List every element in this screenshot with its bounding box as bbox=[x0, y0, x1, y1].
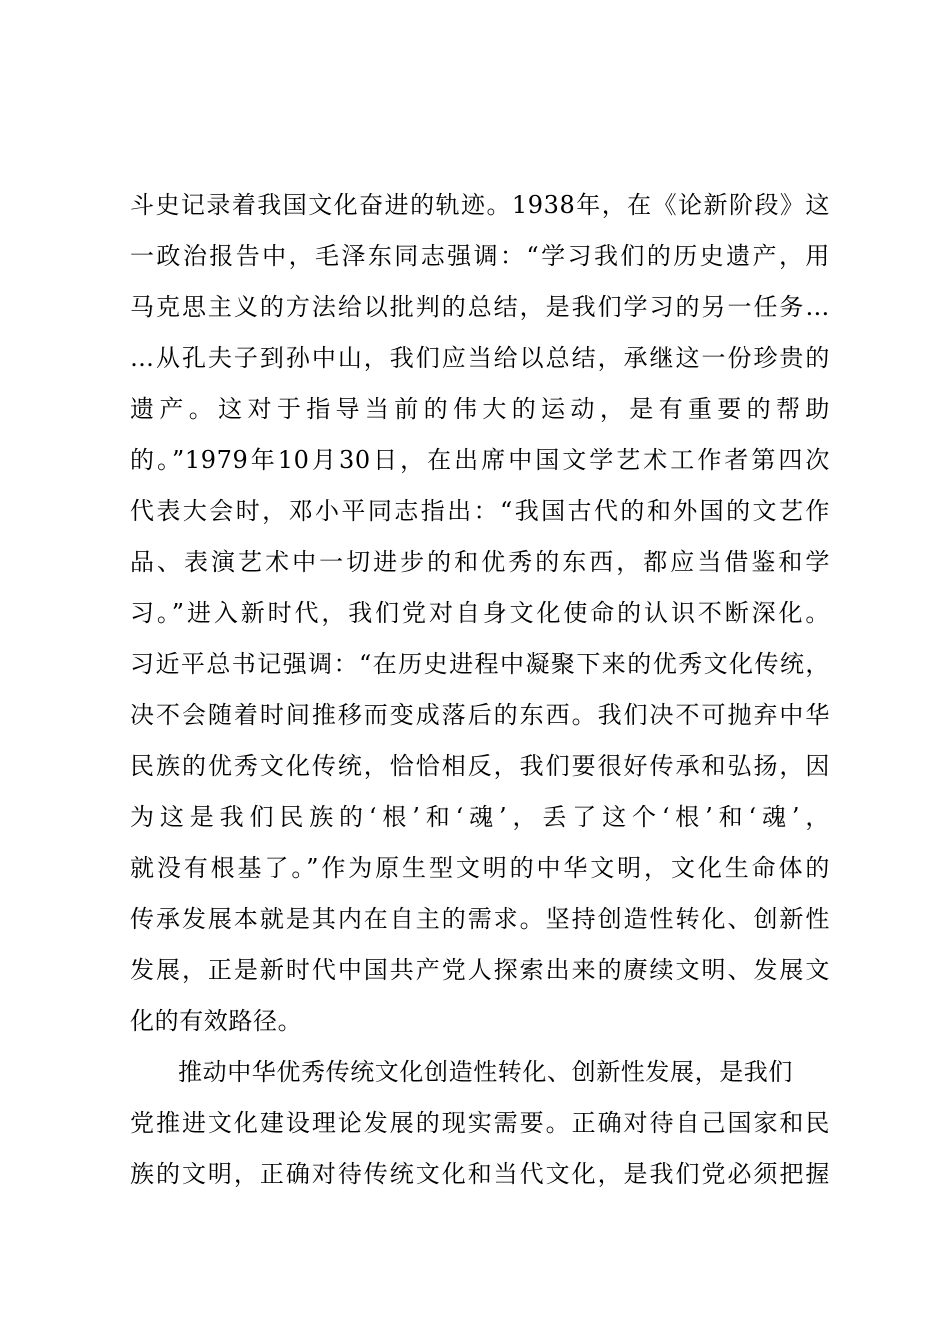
paragraph-2-line-2: 党推进文化建设理论发展的现实需要。正确对待自己国家和民 bbox=[130, 1109, 830, 1137]
paragraph-1-line-9: 习。”进入新时代，我们党对自身文化使命的认识不断深化。 bbox=[130, 599, 830, 627]
paragraph-1-line-7: 代表大会时，邓小平同志指出：“我国古代的和外国的文艺作 bbox=[130, 497, 830, 525]
paragraph-1-line-12: 民族的优秀文化传统，恰恰相反，我们要很好传承和弘扬，因 bbox=[130, 752, 830, 780]
paragraph-1-line-17: 化的有效路径。 bbox=[130, 1007, 303, 1035]
paragraph-1-line-3: 马克思主义的方法给以批判的总结，是我们学习的另一任务… bbox=[130, 293, 830, 321]
paragraph-1-line-13: 为这是我们民族的‘根’和‘魂’，丢了这个‘根’和‘魂’， bbox=[130, 803, 830, 831]
paragraph-1-line-16: 发展，正是新时代中国共产党人探索出来的赓续文明、发展文 bbox=[130, 956, 830, 984]
paragraph-2-line-3: 族的文明，正确对待传统文化和当代文化，是我们党必须把握 bbox=[130, 1160, 830, 1188]
paragraph-2-line-1: 推动中华优秀传统文化创造性转化、创新性发展，是我们 bbox=[178, 1058, 793, 1086]
paragraph-1-line-5: 遗产。这对于指导当前的伟大的运动，是有重要的帮助 bbox=[130, 395, 830, 423]
paragraph-1-line-8: 品、表演艺术中一切进步的和优秀的东西，都应当借鉴和学 bbox=[130, 548, 830, 576]
paragraph-1-line-6: 的。”1979年10月30日，在出席中国文学艺术工作者第四次 bbox=[130, 446, 830, 474]
paragraph-1-line-11: 决不会随着时间推移而变成落后的东西。我们决不可抛弃中华 bbox=[130, 701, 830, 729]
paragraph-1-line-1: 斗史记录着我国文化奋进的轨迹。1938年，在《论新阶段》这 bbox=[130, 191, 830, 219]
paragraph-1-line-10: 习近平总书记强调：“在历史进程中凝聚下来的优秀文化传统， bbox=[130, 650, 830, 678]
paragraph-1-line-2: 一政治报告中，毛泽东同志强调：“学习我们的历史遗产，用 bbox=[130, 242, 830, 270]
paragraph-1-line-4: …从孔夫子到孙中山，我们应当给以总结，承继这一份珍贵的 bbox=[130, 344, 830, 372]
paragraph-1-line-14: 就没有根基了。”作为原生型文明的中华文明，文化生命体的 bbox=[130, 854, 830, 882]
paragraph-1-line-15: 传承发展本就是其内在自主的需求。坚持创造性转化、创新性 bbox=[130, 905, 830, 933]
